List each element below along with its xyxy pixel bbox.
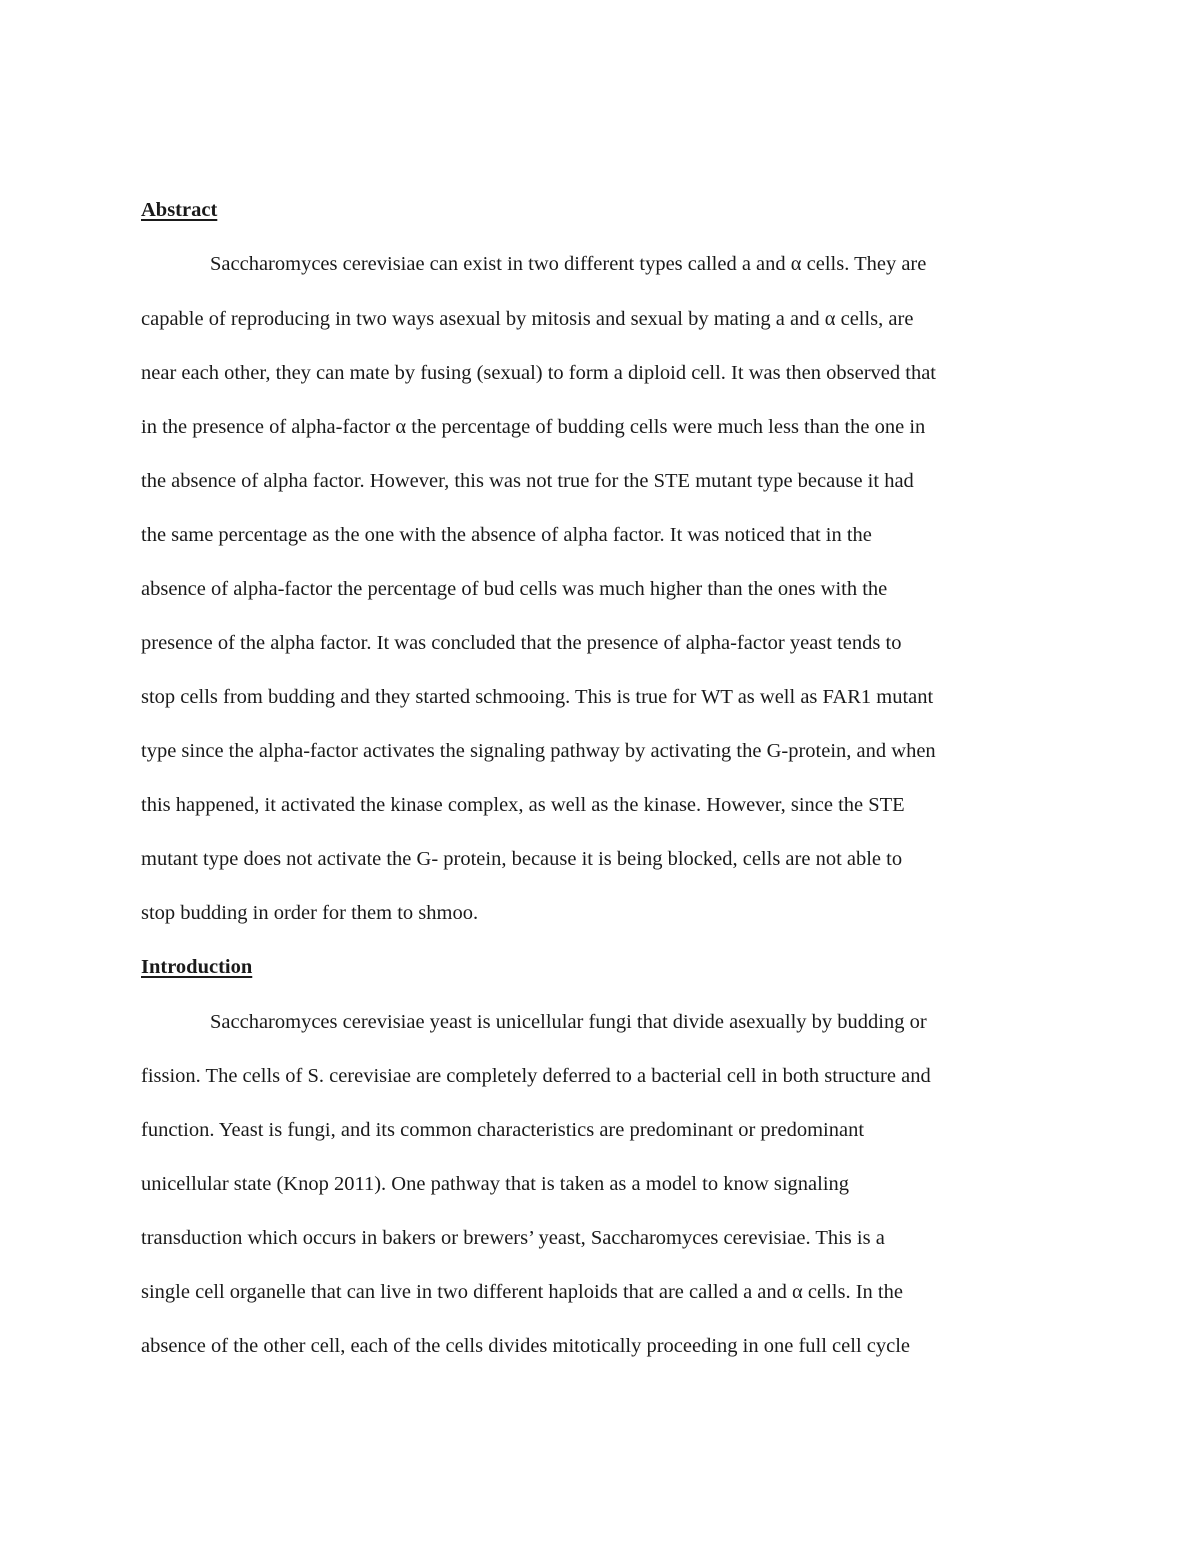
abstract-line: in the presence of alpha-factor α the percentage of budding cells were much less than the one in	[141, 416, 926, 438]
introduction-line: absence of the other cell, each of the cells divides mitotically proceeding in one full cell cycle	[141, 1335, 911, 1357]
introduction-heading: Introduction	[141, 956, 253, 978]
abstract-line: Saccharomyces cerevisiae can exist in two different types called a and α cells. They are	[210, 253, 927, 275]
abstract-line: stop cells from budding and they started schmooing. This is true for WT as well as FAR1 mutant	[141, 686, 934, 708]
abstract-line: the same percentage as the one with the absence of alpha factor. It was noticed that in the	[141, 524, 872, 546]
introduction-line: single cell organelle that can live in two different haploids that are called a and α cells. In the	[141, 1281, 903, 1303]
introduction-line: fission. The cells of S. cerevisiae are completely deferred to a bacterial cell in both structure and	[141, 1065, 931, 1087]
abstract-line: this happened, it activated the kinase complex, as well as the kinase. However, since the STE	[141, 794, 905, 816]
abstract-line: absence of alpha-factor the percentage of bud cells was much higher than the ones with the	[141, 578, 888, 600]
introduction-line: transduction which occurs in bakers or brewers’ yeast, Saccharomyces cerevisiae. This is a	[141, 1227, 885, 1249]
abstract-line: mutant type does not activate the G- protein, because it is being blocked, cells are not able to	[141, 848, 903, 870]
abstract-line: near each other, they can mate by fusing (sexual) to form a diploid cell. It was then observed that	[141, 362, 936, 384]
abstract-line: capable of reproducing in two ways asexual by mitosis and sexual by mating a and α cells, are	[141, 308, 914, 330]
introduction-line: Saccharomyces cerevisiae yeast is unicellular fungi that divide asexually by budding or	[210, 1011, 927, 1033]
abstract-line: stop budding in order for them to shmoo.	[141, 902, 479, 924]
abstract-line: presence of the alpha factor. It was concluded that the presence of alpha-factor yeast tends to	[141, 632, 902, 654]
abstract-heading: Abstract	[141, 199, 218, 221]
introduction-line: function. Yeast is fungi, and its common characteristics are predominant or predominant	[141, 1119, 865, 1141]
abstract-line: the absence of alpha factor. However, this was not true for the STE mutant type because it had	[141, 470, 914, 492]
abstract-line: type since the alpha-factor activates the signaling pathway by activating the G-protein, and when	[141, 740, 936, 762]
introduction-line: unicellular state (Knop 2011). One pathway that is taken as a model to know signaling	[141, 1173, 850, 1195]
